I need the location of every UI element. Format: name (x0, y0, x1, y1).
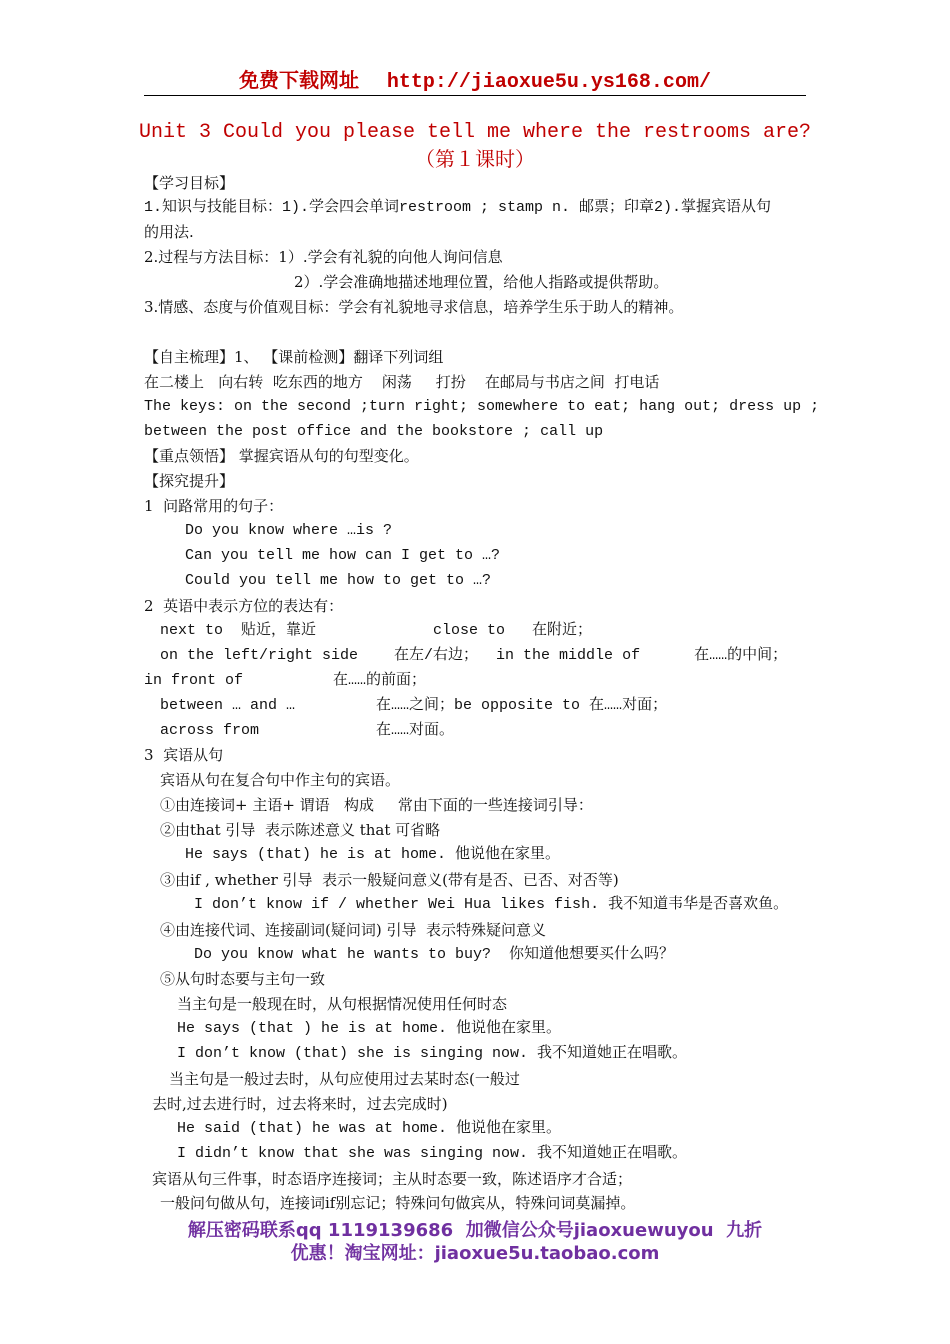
rule-1: ①由连接词+ 主语+ 谓语 构成 常由下面的一些连接词引导： (160, 796, 593, 814)
position-expression-4: between … and … 在……之间；be opposite to 在……对面； (160, 697, 668, 714)
rule-3-example: I don’t know if / whether Wei Hua likes fish. 我不知道韦华是否喜欢鱼。 (194, 896, 789, 913)
point-1-example-1: Do you know where …is ? (185, 522, 393, 539)
rule-5-example-1: He says (that ) he is at home. 他说他在家里。 (177, 1020, 562, 1037)
objective-line-2-sub: 2）.学会准确地描述地理位置，给他人指路或提供帮助。 (294, 273, 669, 291)
objective-line-3: 3.情感、态度与价值观目标：学会有礼貌地寻求信息，培养学生乐于助人的精神。 (144, 298, 684, 316)
section-heading-objectives: 【学习目标】 (144, 174, 235, 192)
rule-2: ②由that 引导 表示陈述意义 that 可省略 (160, 821, 441, 839)
footer-shop-link[interactable]: 优惠！淘宝网址：jiaoxue5u.taobao.com (290, 1243, 660, 1264)
phrase-list-chinese: 在二楼上 向右转 吃东西的地方 闲荡 打扮 在邮局与书店之间 打电话 (144, 373, 660, 391)
position-expression-3: in front of 在……的前面； (144, 672, 427, 689)
point-1-heading: 1 问路常用的句子： (144, 497, 284, 515)
footer-contact: 解压密码联系qq 1119139686 加微信公众号jiaoxuewuyou 九折 (187, 1220, 763, 1241)
objective-line-2: 2.过程与方法目标：1）.学会有礼貌的向他人询问信息 (144, 248, 503, 266)
rule-5: ⑤从句时态要与主句一致 (160, 970, 326, 988)
rule-5-example-3: He said (that) he was at home. 他说他在家里。 (177, 1120, 562, 1137)
header-label: 免费下载网址 (239, 68, 360, 92)
point-1-example-3: Could you tell me how to get to …? (185, 572, 492, 589)
position-expression-2: on the left/right side 在左/右边； in the middle of 在……的中间； (160, 647, 788, 664)
object-clause-definition: 宾语从句在复合句中作主句的宾语。 (160, 771, 401, 789)
header-rule (144, 95, 806, 96)
point-3-heading: 3 宾语从句 (144, 746, 224, 764)
objective-line-1-cont: 的用法. (144, 223, 194, 241)
point-1-example-2: Can you tell me how can I get to …? (185, 547, 501, 564)
position-expression-1: next to 贴近，靠近 close to 在附近； (160, 622, 593, 639)
answer-keys-line-1: The keys: on the second ;turn right; somewhere to eat; hang out; dress up ; (144, 398, 820, 415)
site-header (0, 66, 950, 97)
header-url-link[interactable]: http://jiaoxue5u.ys168.com/ (386, 71, 711, 94)
objective-line-1: 1.知识与技能目标：1).学会四会单词restroom ; stamp n. 邮票；印章2).掌握宾语从句 (144, 199, 772, 216)
document-subtitle: （第１课时） (415, 147, 535, 171)
rule-5-example-2: I don’t know (that) she is singing now. 我不知道她正在唱歌。 (177, 1045, 688, 1062)
rule-4: ④由连接代词、连接副词(疑问词) 引导 表示特殊疑问意义 (160, 921, 547, 939)
answer-keys-line-2: between the post office and the bookstore ; call up (144, 423, 604, 440)
point-2-heading: 2 英语中表示方位的表达有： (144, 597, 344, 615)
summary-rhyme-1: 宾语从句三件事，时态语序连接词；主从时态要一致，陈述语序才合适； (152, 1170, 633, 1188)
rule-2-example: He says (that) he is at home. 他说他在家里。 (185, 846, 561, 863)
document-title: Unit 3 Could you please tell me where the restrooms are? (138, 121, 812, 144)
section-heading-self-study: 【自主梳理】1、 【课前检测】翻译下列词组 (144, 348, 444, 366)
rule-5-present-tense: 当主句是一般现在时，从句根据情况使用任何时态 (177, 995, 508, 1013)
rule-5-past-tense-cont: 去时,过去进行时，过去将来时，过去完成时) (152, 1095, 448, 1113)
section-heading-explore: 【探究提升】 (144, 472, 235, 490)
section-heading-key-points: 【重点领悟】 掌握宾语从句的句型变化。 (144, 447, 419, 465)
rule-3: ③由if , whether 引导 表示一般疑问意义(带有是否、已否、对否等) (160, 871, 619, 889)
position-expression-5: across from 在……对面。 (160, 722, 455, 739)
summary-rhyme-2: 一般问句做从句，连接词if别忘记；特殊问句做宾从，特殊问词莫漏掉。 (160, 1194, 636, 1212)
rule-5-past-tense: 当主句是一般过去时，从句应使用过去某时态(一般过 (169, 1070, 520, 1088)
rule-5-example-4: I didn’t know that she was singing now. 我不知道她正在唱歌。 (177, 1145, 688, 1162)
rule-4-example: Do you know what he wants to buy? 你知道他想要买什么吗？ (194, 946, 675, 963)
